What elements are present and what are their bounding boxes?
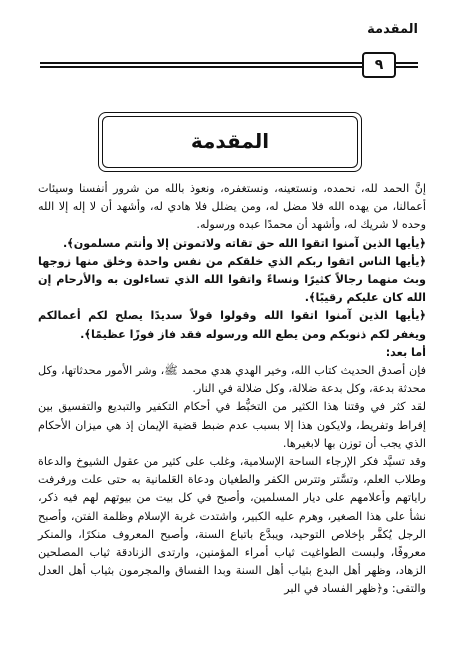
section-title-frame — [98, 112, 362, 172]
paragraph-takfir: لقد كثر في وقتنا هذا الكثير من التخبُّط في أحكام التكفير والتبديع والتفسيق بين إفراط وتفريط، ولايكون هذا إلا بسبب عدم ضبط قضية الإيمان إذ هي ميزان الأحكام الذي يجب أن توزن بها لابغيرها. — [38, 400, 426, 450]
page-header — [40, 22, 418, 74]
paragraph-irja: وقد تسيَّد فكر الإرجاء الساحة الإسلامية، وغلب على كثير من عقول الشيوخ والدعاة وطلاب العلم، وتسَّتر وتترس الكفر والطغيان ودعاة العَلمانية به حتى علت ورفرفت راياتهم وأعلامهم على ديار المسلمين، وأصبح في كل بيت من بيوتهم لهم فيه ذكر، نشأ على هذا الصغير، وهرم عليه الكبير، واشتدت غربة الإسلام وظلمة الفتن، وأصبح الرجل يُكفَّر بإخلاص التوحيد، ويبدَّع باتباع السنة، وأصبح المعروف منكرًا، والمنكر معروفًا، ولبست الطواغيت ثياب أمراء المؤمنين، وارتدى الزنادقة ثياب المصلحين الزهاد، وظهر أهل البدع بثياب أهل السنة وبدا الفساق والمجرمون بثياب أهل العدل والتقى: و﴿ظهر الفساد في البر — [38, 455, 426, 596]
section-title: المقدمة — [190, 129, 270, 153]
paragraph-opening: إنَّ الحمد لله، نحمده، ونستعينه، ونستغفره، ونعوذ بالله من شرور أنفسنا وسيئات أعمالنا، من يهده الله فلا مضل له، ومن يضلل فلا هادي له، وأشهد أن لا إله إلا الله وحده لا شريك له، وأشهد أن محمدًا عبده ورسوله. — [38, 182, 426, 232]
verse-3: ﴿يأيها الذين آمنوا اتقوا الله وقولوا قولاً سديدًا يصلح لكم أعمالكم ويغفر لكم ذنوبكم ومن يطع الله ورسوله فقد فاز فوزًا عظيمًا﴾. — [38, 309, 426, 341]
paragraph-hadith: فإن أصدق الحديث كتاب الله، وخير الهدي هدي محمد ﷺ، وشر الأمور محدثاتها، وكل محدثة بدعة، وكل بدعة ضلالة، وكل ضلالة في النار. — [38, 364, 426, 396]
page-number: ٩ — [362, 52, 396, 78]
verse-1: ﴿يأيها الذين آمنوا اتقوا الله حق تقاته ولاتموتن إلا وأنتم مسلمون﴾. — [62, 236, 426, 250]
verse-2: ﴿يأيها الناس اتقوا ربكم الذي خلقكم من نفس واحدة وخلق منها زوجها وبث منهما رجالاً كثيرًا ونساءً واتقوا الله الذي تساءلون به والأرحام إن الله كان عليكم رقيبًا﴾. — [38, 254, 426, 305]
running-header-title: المقدمة — [367, 22, 418, 37]
body-text — [38, 180, 426, 599]
amma-bad-heading: أما بعد: — [385, 345, 426, 359]
